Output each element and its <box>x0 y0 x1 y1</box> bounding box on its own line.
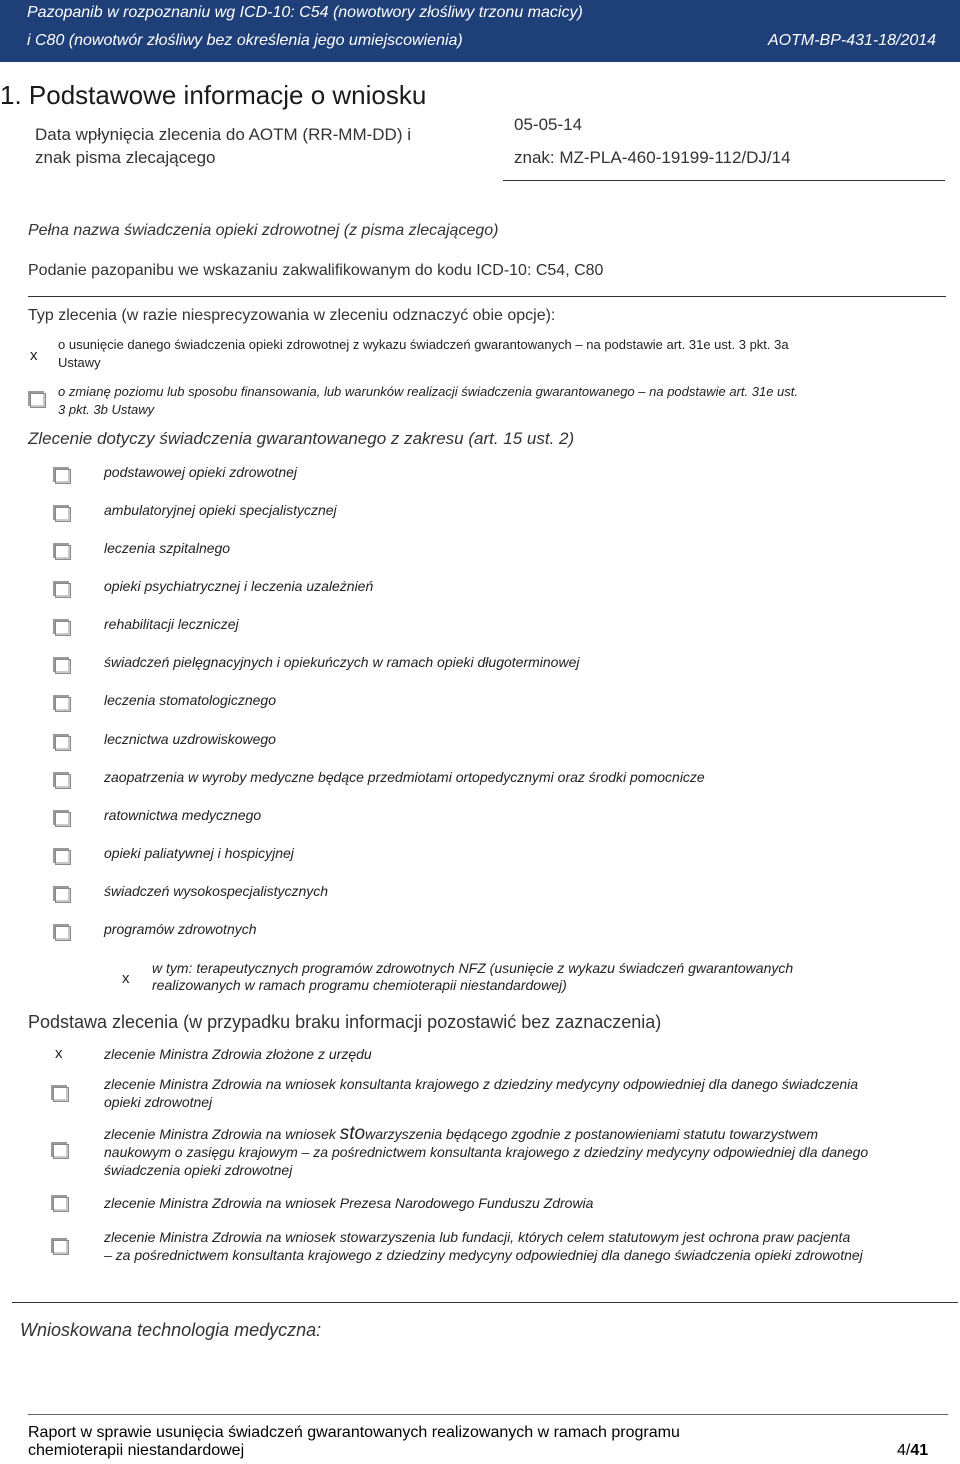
basis-item3-prefix: zlecenie Ministra Zdrowia na wniosek <box>104 1126 340 1142</box>
basis-item5-line1: zlecenie Ministra Zdrowia na wniosek stowarzyszenia lub fundacji, których celem statutowym jest ochrona praw pacjenta <box>104 1229 851 1245</box>
basis-item3-rest: warzyszenia będącego zgodnie z postanowieniami statutu towarzystwem <box>365 1126 819 1142</box>
receipt-date: 05-05-14 <box>514 115 583 134</box>
basis-item4-checkbox[interactable] <box>53 1197 69 1212</box>
order-type-option2-checkbox[interactable] <box>30 393 46 408</box>
footer-divider <box>28 1414 948 1415</box>
technology-label: Wnioskowana technologia medyczna: <box>20 1320 322 1340</box>
basis-item5-line2: – za pośrednictwem konsultanta krajowego z dziedziny medycyny odpowiedniej dla danego świadczenia opieki zdrowotnej <box>104 1247 863 1263</box>
order-type-option1-line2: Ustawy <box>58 355 101 370</box>
footer-line2: chemioterapii niestandardowej <box>28 1442 245 1459</box>
scope-checkbox-7[interactable] <box>55 736 71 751</box>
page-separator: / <box>905 1442 911 1459</box>
basis-item3-line3: świadczenia opieki zdrowotnej <box>104 1162 293 1178</box>
scope-checkbox-10[interactable] <box>55 850 71 865</box>
receipt-label-line1: Data wpłynięcia zlecenia do AOTM (RR-MM-DD) i <box>35 125 411 144</box>
basis-item3-emphasis: sto <box>339 1123 366 1144</box>
scope-checkbox-11[interactable] <box>55 888 71 903</box>
page-number <box>897 1442 928 1460</box>
scope-option-4: rehabilitacji leczniczej <box>104 616 239 632</box>
scope-checkbox-1[interactable] <box>55 507 71 522</box>
scope-option-3: opieki psychiatrycznej i leczenia uzależnień <box>104 578 374 594</box>
scope-label: Zlecenie dotyczy świadczenia gwarantowanego z zakresu (art. 15 ust. 2) <box>28 429 575 448</box>
scope-subitem-mark[interactable]: x <box>122 970 130 987</box>
order-type-option1-mark[interactable]: x <box>30 347 38 364</box>
order-type-option1-line1: o usunięcie danego świadczenia opieki zdrowotnej z wykazu świadczeń gwarantowanych – na podstawie art. 31e ust. 3 pkt. 3a <box>58 337 789 352</box>
full-name-value: Podanie pazopanibu we wskazaniu zakwalifikowanym do kodu ICD-10: C54, C80 <box>28 262 604 279</box>
order-type-option2-line2: 3 pkt. 3b Ustawy <box>58 402 155 417</box>
header-title-line1: Pazopanib w rozpoznaniu wg ICD-10: C54 (nowotwory złośliwy trzonu macicy) <box>27 4 583 21</box>
scope-subitem-line2: realizowanych w ramach programu chemioterapii niestandardowej) <box>152 977 567 993</box>
scope-subitem-line1: w tym: terapeutycznych programów zdrowotnych NFZ (usunięcie z wykazu świadczeń gwarantowanych <box>152 960 794 976</box>
footer-line1: Raport w sprawie usunięcia świadczeń gwarantowanych realizowanych w ramach programu <box>28 1424 680 1441</box>
scope-option-12: programów zdrowotnych <box>104 921 257 937</box>
receipt-reference: znak: MZ-PLA-460-19199-112/DJ/14 <box>514 148 791 167</box>
scope-option-9: ratownictwa medycznego <box>104 807 262 823</box>
receipt-label-line2: znak pisma zlecającego <box>35 148 216 167</box>
scope-option-6: leczenia stomatologicznego <box>104 692 276 708</box>
basis-item3-line2: naukowym o zasięgu krajowym – za pośrednictwem konsultanta krajowego z dziedziny medycyny odpowiedniej dla danego <box>104 1144 869 1160</box>
basis-item5-checkbox[interactable] <box>53 1240 69 1255</box>
scope-option-5: świadczeń pielęgnacyjnych i opiekuńczych w ramach opieki długoterminowej <box>104 654 580 670</box>
scope-option-0: podstawowej opieki zdrowotnej <box>104 464 297 480</box>
scope-checkbox-5[interactable] <box>55 659 71 674</box>
basis-label: Podstawa zlecenia (w przypadku braku informacji pozostawić bez zaznaczenia) <box>28 1012 662 1032</box>
scope-checkbox-8[interactable] <box>55 774 71 789</box>
scope-checkbox-9[interactable] <box>55 812 71 827</box>
page-current: 4 <box>897 1442 906 1459</box>
basis-item2-checkbox[interactable] <box>53 1087 69 1102</box>
header-report-code: AOTM-BP-431-18/2014 <box>768 32 937 49</box>
page-total: 41 <box>910 1442 929 1459</box>
document-header <box>0 0 960 62</box>
scope-option-8: zaopatrzenia w wyroby medyczne będące przedmiotami ortopedycznymi oraz środki pomocnicze <box>104 769 705 785</box>
scope-checkbox-12[interactable] <box>55 926 71 941</box>
scope-checkbox-4[interactable] <box>55 621 71 636</box>
basis-item2-line2: opieki zdrowotnej <box>104 1094 213 1110</box>
full-name-label: Pełna nazwa świadczenia opieki zdrowotnej (z pisma zlecającego) <box>28 222 499 239</box>
basis-item3-checkbox[interactable] <box>53 1144 69 1159</box>
scope-option-7: lecznictwa uzdrowiskowego <box>104 731 276 747</box>
basis-item1: zlecenie Ministra Zdrowia złożone z urzędu <box>104 1046 372 1062</box>
basis-divider <box>12 1302 958 1303</box>
basis-item1-mark[interactable]: x <box>55 1045 63 1062</box>
scope-option-10: opieki paliatywnej i hospicyjnej <box>104 845 294 861</box>
scope-option-1: ambulatoryjnej opieki specjalistycznej <box>104 502 337 518</box>
scope-checkbox-3[interactable] <box>55 583 71 598</box>
basis-item2-line1: zlecenie Ministra Zdrowia na wniosek konsultanta krajowego z dziedziny medycyny odpowiedniej dla danego świadczenia <box>104 1076 859 1092</box>
scope-checkbox-6[interactable] <box>55 697 71 712</box>
order-type-option2-line1: o zmianę poziomu lub sposobu finansowania, lub warunków realizacji świadczenia gwarantowanego – na podstawie art. 31e ust. <box>58 384 798 399</box>
scope-checkbox-2[interactable] <box>55 545 71 560</box>
section-title: 1. Podstawowe informacje o wniosku <box>0 80 427 110</box>
scope-option-2: leczenia szpitalnego <box>104 540 231 556</box>
scope-checkbox-0[interactable] <box>55 469 71 484</box>
basis-item3-line1 <box>104 1123 818 1145</box>
receipt-underline <box>503 180 945 181</box>
scope-option-11: świadczeń wysokospecjalistycznych <box>104 883 329 899</box>
basis-item4: zlecenie Ministra Zdrowia na wniosek Prezesa Narodowego Funduszu Zdrowia <box>104 1195 594 1211</box>
full-name-underline <box>28 296 946 297</box>
header-title-line2: i C80 (nowotwór złośliwy bez określenia jego umiejscowienia) <box>27 32 463 49</box>
order-type-label: Typ zlecenia (w razie niesprecyzowania w zleceniu odznaczyć obie opcje): <box>28 307 556 324</box>
